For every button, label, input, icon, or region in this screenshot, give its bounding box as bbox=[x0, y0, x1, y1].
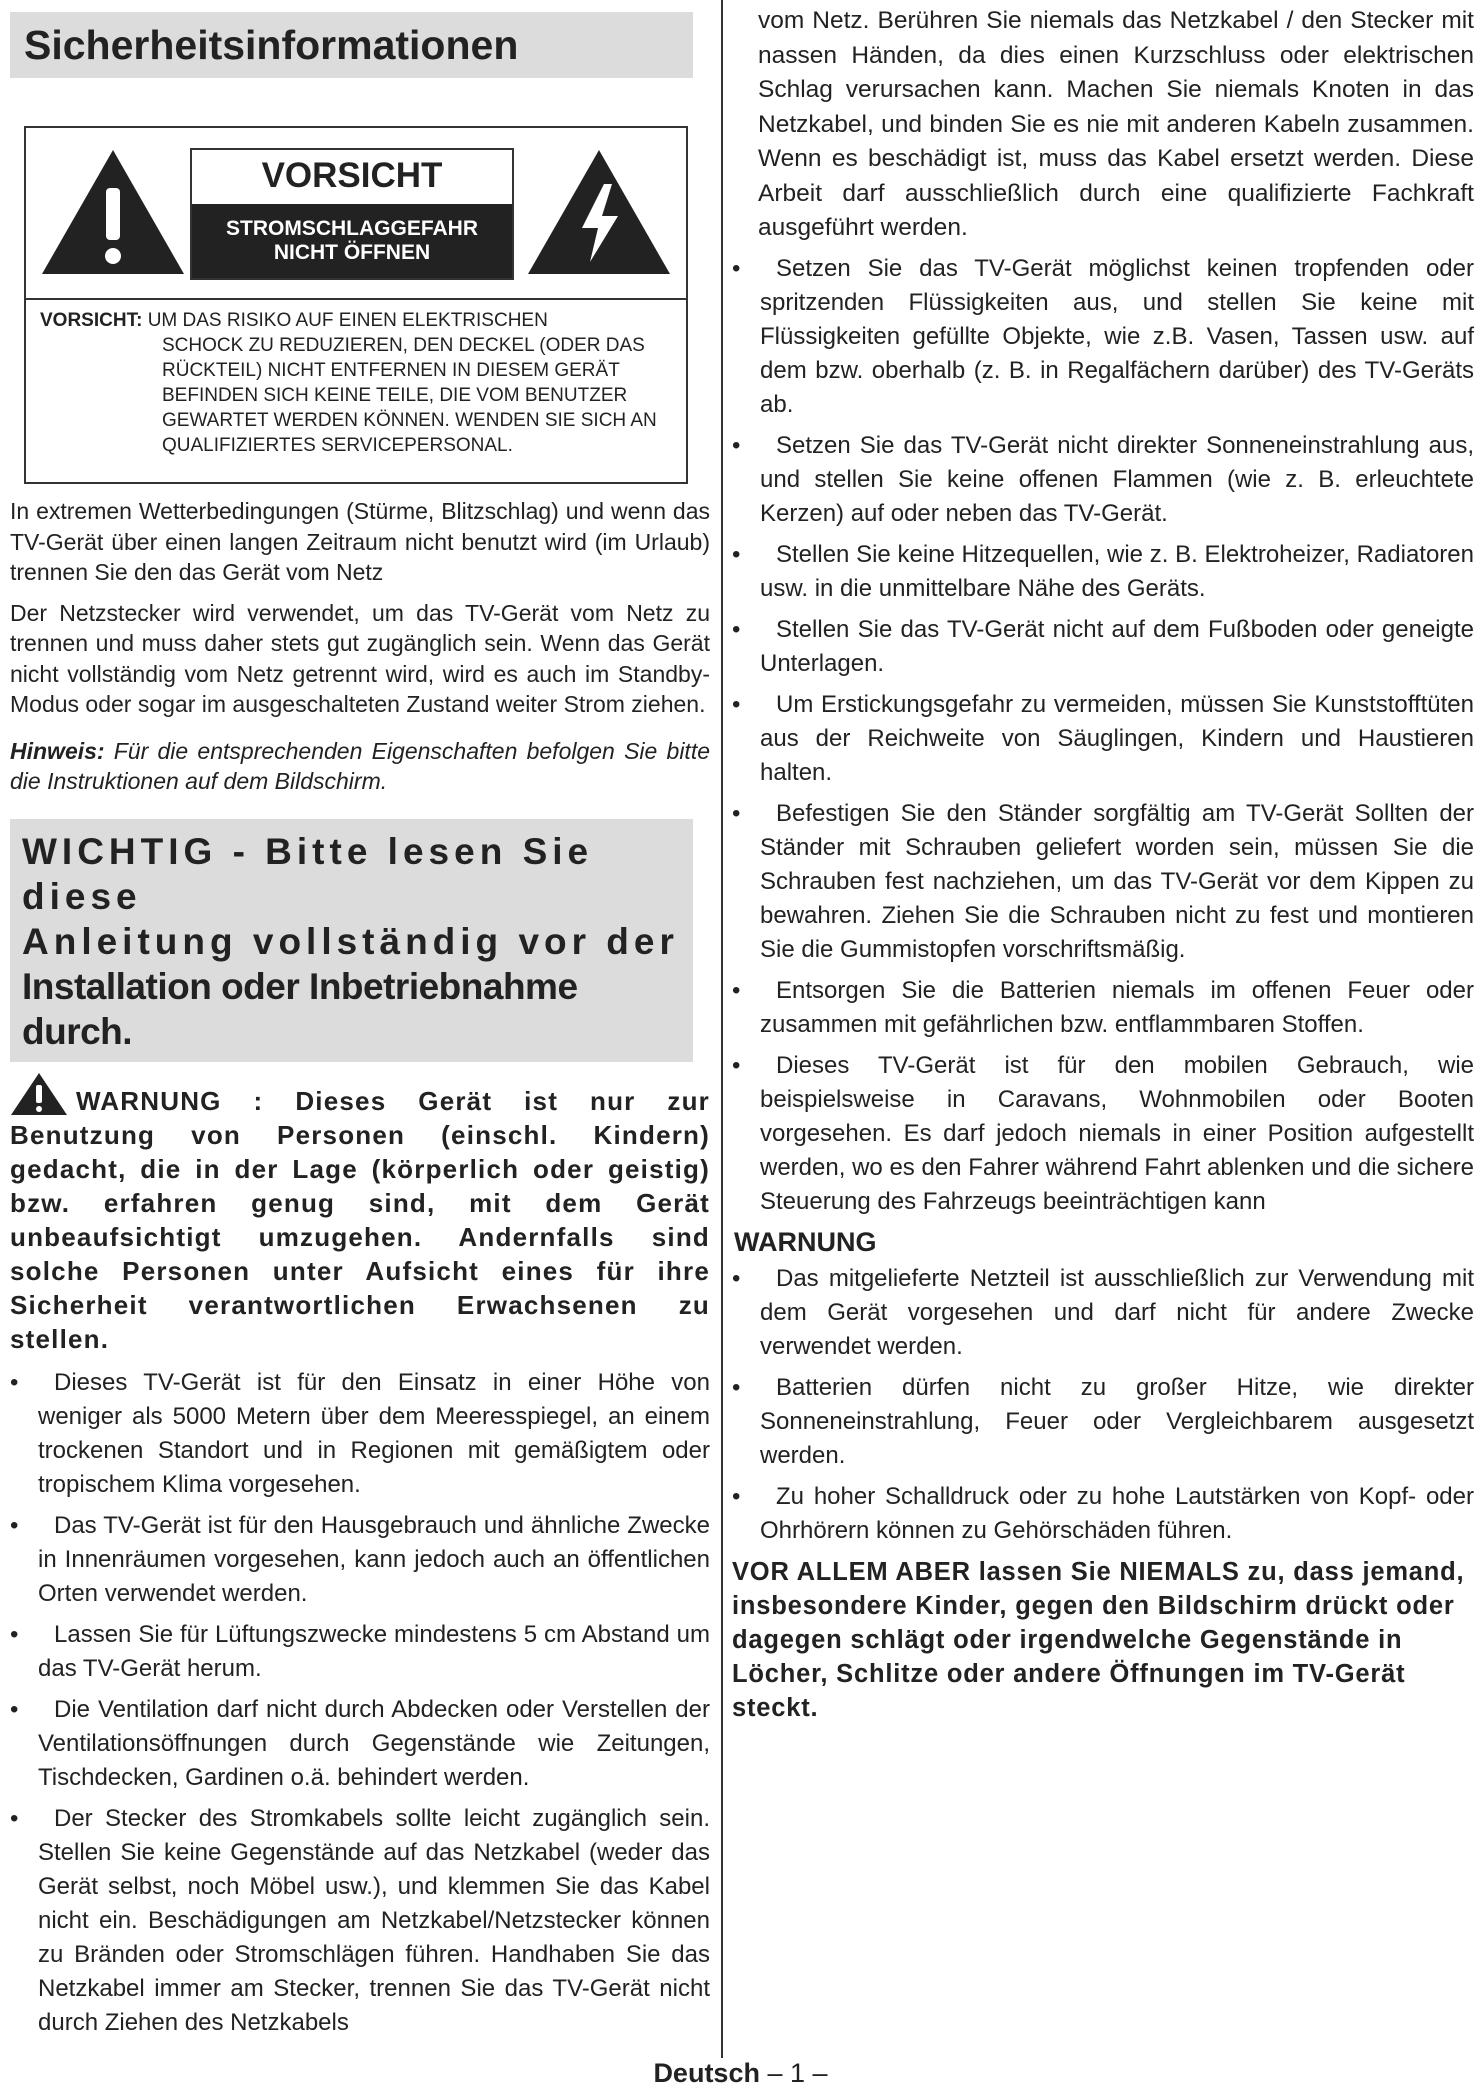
continued-paragraph: vom Netz. Berühren Sie niemals das Netzkabel / den Stecker mit nassen Händen, da dies einen Kurzschluss oder elektrischen Schlag verursachen kann. Machen Sie niemals Knoten in das Netzkabel, und binden Sie es nie mit anderen Kabeln zusammen. Wenn es beschädigt ist, muss das Kabel ersetzt werden. Diese Arbeit darf ausschließlich durch eine qualifizierte Fachkraft ausgeführt werden. bbox=[758, 7, 1474, 241]
lightning-warning-icon bbox=[524, 146, 674, 278]
caution-sub-line1: STROMSCHLAGGEFAHR bbox=[226, 217, 478, 240]
weather-paragraph: In extremen Wetterbedingungen (Stürme, Blitzschlag) und wenn das TV-Gerät über einen langen Zeitraum nicht benutzt wird (im Urlaub) trennen Sie den das Gerät vom Netz bbox=[10, 498, 710, 585]
page-title: Sicherheitsinformationen bbox=[24, 21, 519, 68]
list-item: • Der Stecker des Stromkabels sollte leicht zugänglich sein. Stellen Sie keine Gegenstände auf das Netzkabel (weder das Gerät selbst, noch Möbel usw.), und klemmen Sie das Kabel nicht ein. Beschädigungen am Netzkabel/Netzstecker können zu Bränden oder Stromschlägen führen. Handhaben Sie das Netzkabel immer am Stecker, trennen Sie das TV-Gerät nicht durch Ziehen des Netzkabels bbox=[10, 1802, 710, 2040]
exclamation-warning-icon bbox=[38, 146, 188, 278]
important-line3: Installation oder Inbetriebnahme durch. bbox=[22, 965, 578, 1052]
list-item: • Setzen Sie das TV-Gerät nicht direkter Sonneneinstrahlung aus, und stellen Sie keine offenen Flammen (wie z. B. erleuchtete Kerzen) auf oder neben das TV-Gerät. bbox=[732, 429, 1474, 531]
important-line2: Anleitung vollständig vor der bbox=[22, 920, 679, 962]
caution-heading: VORSICHT bbox=[261, 156, 443, 195]
left-bullet-list bbox=[10, 1366, 710, 2040]
warning-triangle-icon bbox=[10, 1072, 68, 1116]
warnung-heading: WARNUNG bbox=[734, 1226, 877, 1257]
caution-subheading bbox=[192, 204, 512, 278]
right-column bbox=[732, 4, 1474, 1725]
list-item: • Das TV-Gerät ist für den Hausgebrauch und ähnliche Zwecke in Innenräumen vorgesehen, kann jedoch auch an öffentlichen Orten verwendet werden. bbox=[10, 1509, 710, 1611]
list-item: • Dieses TV-Gerät ist für den Einsatz in einer Höhe von weniger als 5000 Metern über dem Meeresspiegel, an einem trockenen Standort und in Regionen mit gemäßigtem oder tropischem Klima vorgesehen. bbox=[10, 1366, 710, 1502]
caution-separator bbox=[26, 298, 686, 300]
caution-text-label: VORSICHT: bbox=[40, 310, 143, 331]
list-item: • Befestigen Sie den Ständer sorgfältig am TV-Gerät Sollten der Ständer mit Schrauben geliefert worden sein, müssen Sie die Schrauben fest nachziehen, um das TV-Gerät vor dem Kippen zu bewahren. Ziehen Sie die Schrauben nicht zu fest und montieren Sie die Gummistopfen vorschriftsmäßig. bbox=[732, 797, 1474, 967]
caution-text bbox=[40, 308, 680, 458]
caution-box bbox=[24, 126, 688, 484]
left-column bbox=[10, 0, 710, 2047]
list-item: • Das mitgelieferte Netzteil ist ausschließlich zur Verwendung mit dem Gerät vorgesehen und darf nicht für andere Zwecke verwendet werden. bbox=[732, 1262, 1474, 1364]
important-line1: WICHTIG - Bitte lesen Sie diese bbox=[22, 830, 594, 917]
list-item: • Batterien dürfen nicht zu großer Hitze, wie direkter Sonneneinstrahlung, Feuer oder Vergleichbarem ausgesetzt werden. bbox=[732, 1371, 1474, 1473]
note-paragraph bbox=[10, 736, 710, 797]
warnung-bullet-list bbox=[732, 1262, 1474, 1548]
column-divider bbox=[721, 0, 723, 2058]
final-warning: VOR ALLEM ABER lassen Sie NIEMALS zu, dass jemand, insbesondere Kinder, gegen den Bildschirm drückt oder dagegen schlägt oder irgendwelche Gegenstände in Löcher, Schlitze oder andere Öffnungen im TV-Gerät steckt. bbox=[732, 1557, 1465, 1722]
footer-page-number: – 1 – bbox=[767, 2058, 828, 2088]
caution-sub-line2: NICHT ÖFFNEN bbox=[273, 241, 431, 264]
list-item: • Stellen Sie das TV-Gerät nicht auf dem Fußboden oder geneigte Unterlagen. bbox=[732, 613, 1474, 681]
list-item: • Stellen Sie keine Hitzequellen, wie z. B. Elektroheizer, Radiatoren usw. in die unmittelbare Nähe des Geräts. bbox=[732, 538, 1474, 606]
list-item: • Setzen Sie das TV-Gerät möglichst keinen tropfenden oder spritzenden Flüssigkeiten aus, und stellen Sie keine mit Flüssigkeiten gefüllte Objekte, wie z.B. Vasen, Tassen usw. auf dem bzw. oberhalb (z. B. in Regalfächern darüber) des TV-Geräts ab. bbox=[732, 252, 1474, 422]
note-text: Für die entsprechenden Eigenschaften befolgen Sie bitte die Instruktionen auf dem Bildschirm. bbox=[10, 737, 710, 794]
list-item: • Dieses TV-Gerät ist für den mobilen Gebrauch, wie beispielsweise in Caravans, Wohnmobilen oder Booten vorgesehen. Es darf jedoch niemals in einer Position aufgestellt werden, wo es den Fahrer während Fahrt ablenken und die sichere Steuerung des Fahrzeugs beeinträchtigen kann bbox=[732, 1049, 1474, 1219]
caution-text-first: UM DAS RISIKO AUF EINEN ELEKTRISCHEN bbox=[147, 310, 548, 331]
plug-paragraph: Der Netzstecker wird verwendet, um das TV-Gerät vom Netz zu trennen und muss daher stets gut zugänglich sein. Wenn das Gerät nicht vollständig vom Netz getrennt wird, wird es auch im Standby-Modus oder sogar im ausgeschalteten Zustand weiter Strom ziehen. bbox=[10, 599, 710, 717]
important-banner bbox=[10, 819, 693, 1062]
warning-paragraph bbox=[10, 1072, 710, 1356]
caution-label bbox=[190, 148, 514, 280]
right-bullet-list bbox=[732, 252, 1474, 1219]
caution-text-rest: SCHOCK ZU REDUZIEREN, DEN DECKEL (ODER DAS RÜCKTEIL) NICHT ENTFERNEN IN DIESEM GERÄT BEFINDEN SICH KEINE TEILE, DIE VOM BENUTZER GEWARTET WERDEN KÖNNEN. WENDEN SIE SICH AN QUALIFIZIERTES SERVICEPERSONAL. bbox=[162, 335, 657, 456]
title-banner bbox=[10, 12, 693, 78]
list-item: • Um Erstickungsgefahr zu vermeiden, müssen Sie Kunststofftüten aus der Reichweite von Säuglingen, Kindern und Haustieren halten. bbox=[732, 688, 1474, 790]
warning-paragraph-text: WARNUNG : Dieses Gerät ist nur zur Benutzung von Personen (einschl. Kindern) gedacht, die in der Lage (körperlich oder geistig) bzw. erfahren genug sind, mit dem Gerät unbeaufsichtigt umzugehen. Andernfalls sind solche Personen unter Aufsicht eines für ihre Sicherheit verantwortlichen Erwachsenen zu stellen. bbox=[10, 1085, 710, 1354]
list-item: • Lassen Sie für Lüftungszwecke mindestens 5 cm Abstand um das TV-Gerät herum. bbox=[10, 1618, 710, 1686]
list-item: • Zu hoher Schalldruck oder zu hohe Lautstärken von Kopf- oder Ohrhörern können zu Gehörschäden führen. bbox=[732, 1480, 1474, 1548]
note-label: Hinweis: bbox=[10, 737, 105, 764]
list-item: • Entsorgen Sie die Batterien niemals im offenen Feuer oder zusammen mit gefährlichen bzw. entflammbaren Stoffen. bbox=[732, 974, 1474, 1042]
footer-language: Deutsch bbox=[653, 2058, 760, 2088]
page-footer bbox=[0, 2058, 1481, 2089]
list-item: • Die Ventilation darf nicht durch Abdecken oder Verstellen der Ventilationsöffnungen durch Gegenstände wie Zeitungen, Tischdecken, Gardinen o.ä. behindert werden. bbox=[10, 1693, 710, 1795]
